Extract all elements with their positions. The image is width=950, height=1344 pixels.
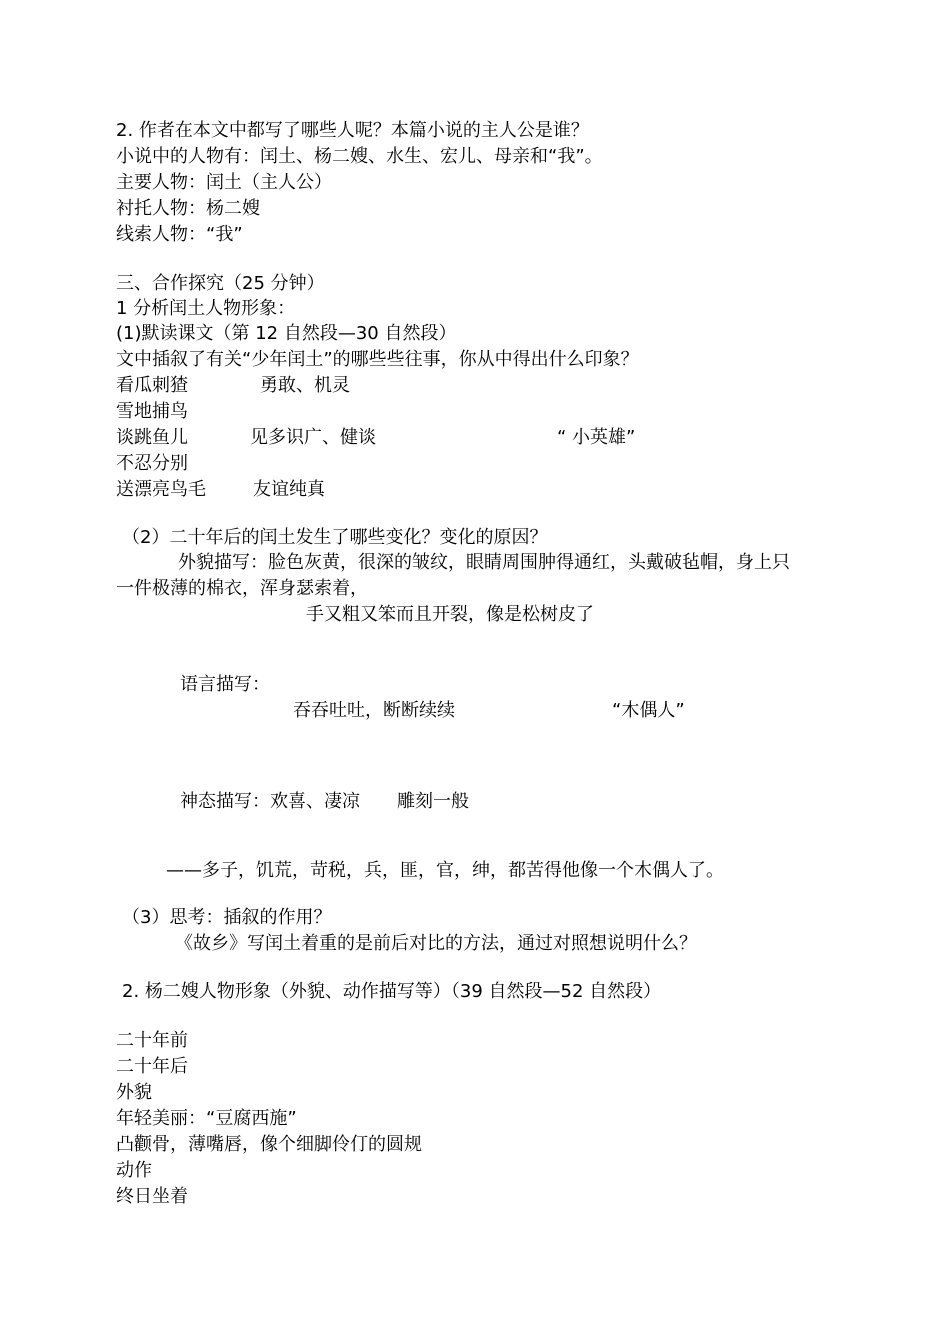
narrative-thread-character: 线索人物：“我”	[116, 224, 243, 245]
question-flashback: 文中插叙了有关“少年闰土”的哪些些往事，你从中得出什么印象？	[116, 349, 639, 370]
expression-description: 神态描写：欢喜、凄凉	[180, 791, 360, 812]
table-cell: 年轻美丽：“豆腐西施”	[116, 1108, 297, 1129]
question-changes: （2）二十年后的闰土发生了哪些变化？变化的原因？	[122, 527, 548, 548]
characters-list: 小说中的人物有：闰土、杨二嫂、水生、宏儿、母亲和“我”。	[116, 146, 603, 167]
impression-item: 友谊纯真	[253, 479, 325, 500]
impression-item: 见多识广、健谈	[250, 427, 376, 448]
subsection-runtu: 1 分析闰土人物形象：	[116, 298, 296, 319]
table-cell: 二十年前	[116, 1030, 188, 1051]
hands-description: 手又粗又笨而且开裂，像是松树皮了	[306, 604, 594, 625]
summary-label: “木偶人”	[612, 700, 685, 721]
reading-task: (1)默读课文（第 12 自然段—30 自然段）	[116, 323, 457, 344]
main-character: 主要人物：闰土（主人公）	[116, 172, 332, 193]
appearance-description-cont: 一件极薄的棉衣，浑身瑟索着，	[116, 578, 368, 599]
event-item: 雪地捕鸟	[116, 401, 188, 422]
section-heading: 三、合作探究（25 分钟）	[116, 273, 325, 294]
subsection-yang: 2. 杨二嫂人物形象（外貌、动作描写等）（39 自然段—52 自然段）	[122, 981, 662, 1002]
table-cell: 动作	[116, 1160, 152, 1181]
table-cell: 二十年后	[116, 1056, 188, 1077]
cause-line: ——多子，饥荒，苛税，兵，匪，官，绅，都苦得他像一个木偶人了。	[166, 860, 724, 881]
supporting-character: 衬托人物：杨二嫂	[116, 198, 260, 219]
event-item: 谈跳鱼儿	[116, 427, 188, 448]
event-item: 不忍分别	[116, 453, 188, 474]
appearance-description: 外貌描写：脸色灰黄，很深的皱纹，眼睛周围肿得通红，头戴破毡帽，身上只	[178, 552, 790, 573]
question-flashback-purpose: （3）思考：插叙的作用？	[122, 907, 332, 928]
question-characters: 2. 作者在本文中都写了哪些人呢？本篇小说的主人公是谁？	[116, 120, 589, 141]
question-contrast: 《故乡》写闰土着重的是前后对比的方法，通过对照想说明什么？	[175, 933, 697, 954]
expression-summary: 雕刻一般	[397, 791, 469, 812]
event-item: 看瓜刺猹	[116, 375, 188, 396]
table-cell: 凸颧骨，薄嘴唇，像个细脚伶仃的圆规	[116, 1134, 422, 1155]
event-item: 送漂亮鸟毛	[116, 479, 206, 500]
language-label: 语言描写：	[180, 674, 270, 695]
language-description: 吞吞吐吐，断断续续	[293, 700, 455, 721]
table-cell: 终日坐着	[116, 1186, 188, 1207]
summary-label: “ 小英雄”	[557, 427, 636, 448]
impression-item: 勇敢、机灵	[260, 375, 350, 396]
table-cell: 外貌	[116, 1082, 152, 1103]
